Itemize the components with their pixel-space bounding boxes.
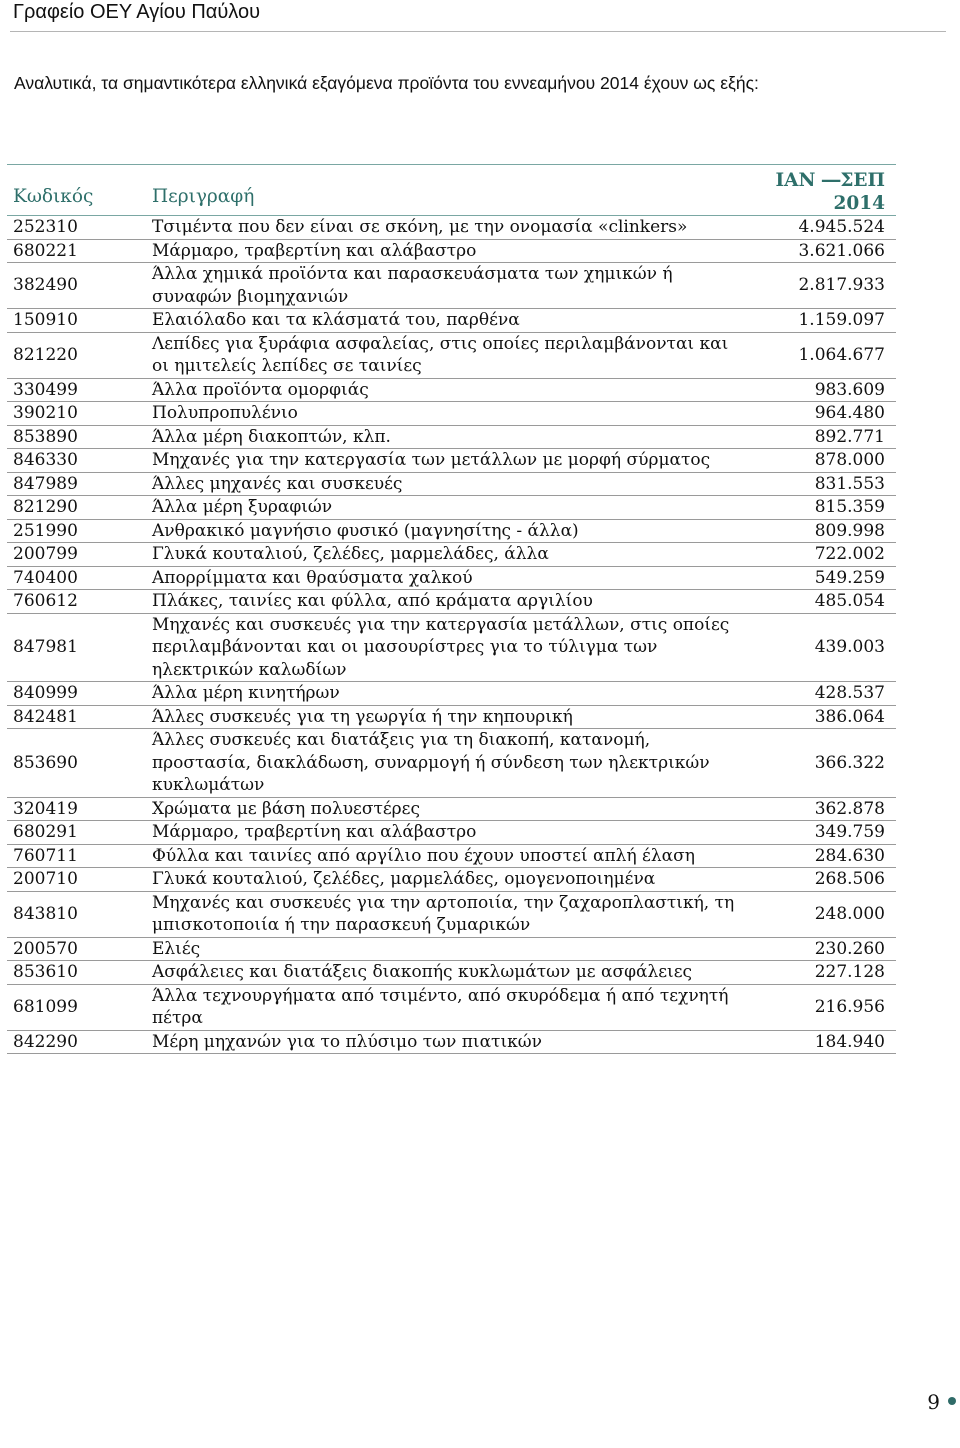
cell-description: Ασφάλειες και διατάξεις διακοπής κυκλωμάτων με ασφάλειες (152, 962, 693, 982)
table-row (7, 472, 896, 496)
cell-description: Άλλα χημικά προϊόντα και παρασκευάσματα των χημικών ή συναφών βιομηχανιών (152, 264, 673, 307)
cell-description: Ανθρακικό μαγνήσιο φυσικό (μαγνησίτης - άλλα) (152, 520, 579, 541)
cell-value: 349.759 (814, 822, 885, 842)
cell-description: Λεπίδες για ξυράφια ασφαλείας, στις οποίες περιλαμβάνονται και οι ημιτελείς λεπίδες σε ταινίες (152, 333, 729, 376)
cell-value: 216.956 (814, 996, 885, 1017)
cell-code: 760711 (13, 845, 78, 866)
cell-value: 230.260 (814, 938, 885, 959)
cell-description: Μηχανές για την κατεργασία των μετάλλων με μορφή σύρματος (152, 450, 711, 470)
cell-code: 680221 (13, 240, 78, 261)
cell-description: Μηχανές και συσκευές για την αρτοποιία, την ζαχαροπλαστική, τη μπισκοτοποιία ή την παρασκευή ζυμαρικών (152, 892, 735, 935)
cell-value: 1.159.097 (798, 310, 885, 330)
cell-code: 200710 (13, 869, 78, 889)
cell-value: 722.002 (814, 544, 885, 564)
table-row (7, 496, 896, 520)
page-header-title: Γραφείο ΟΕΥ Αγίου Παύλου (13, 1, 261, 23)
cell-code: 843810 (13, 903, 78, 924)
cell-value: 439.003 (814, 637, 885, 657)
cell-value: 485.054 (814, 591, 885, 611)
cell-value: 815.359 (814, 497, 885, 517)
cell-description: Πολυπροπυλένιο (152, 403, 298, 423)
cell-value: 878.000 (814, 450, 885, 470)
cell-code: 760612 (13, 591, 78, 611)
cell-code: 251990 (13, 520, 78, 541)
cell-code: 252310 (13, 217, 78, 237)
cell-code: 821290 (13, 497, 78, 517)
cell-description: Γλυκά κουταλιού, ζελέδες, μαρμελάδες, ομογενοποιημένα (152, 869, 656, 889)
intro-paragraph: Αναλυτικά, τα σημαντικότερα ελληνικά εξαγόμενα προϊόντα του εννεαμήνου 2014 έχουν ως εξής: (14, 73, 759, 93)
cell-code: 200570 (13, 938, 78, 959)
cell-code: 200799 (13, 544, 78, 564)
cell-code: 390210 (13, 403, 78, 423)
table-body (7, 216, 896, 1054)
table-row (7, 705, 896, 729)
table-row (7, 613, 896, 682)
cell-description: Άλλες συσκευές για τη γεωργία ή την κηπουρική (152, 706, 573, 727)
cell-description: Μέρη μηχανών για το πλύσιμο των πιατικών (152, 1031, 542, 1052)
cell-description: Γλυκά κουταλιού, ζελέδες, μαρμελάδες, άλλα (152, 544, 549, 564)
cell-value: 386.064 (814, 706, 885, 727)
cell-description: Άλλες συσκευές και διατάξεις για τη διακοπή, κατανομή, προστασία, διακλάδωση, συναρμογή ή σύνδεση των ηλεκτρικών κυκλωμάτων (152, 730, 710, 795)
cell-value: 284.630 (814, 845, 885, 866)
cell-description: Άλλα μέρη διακοπτών, κλπ. (152, 426, 391, 447)
cell-value: 3.621.066 (798, 240, 885, 261)
cell-value: 964.480 (814, 403, 885, 423)
cell-code: 847981 (13, 637, 78, 657)
cell-code: 842290 (13, 1031, 78, 1052)
cell-code: 853890 (13, 426, 78, 447)
cell-value: 248.000 (814, 903, 885, 924)
cell-description: Μάρμαρο, τραβερτίνη και αλάβαστρο (152, 240, 477, 261)
page-number: 9 (927, 1390, 940, 1414)
page-dot-icon (948, 1397, 956, 1405)
cell-value: 184.940 (814, 1031, 885, 1052)
table-row (7, 519, 896, 543)
cell-description: Άλλα τεχνουργήματα από τσιμέντο, από σκυρόδεμα ή από τεχνητή πέτρα (152, 985, 729, 1028)
cell-value: 892.771 (814, 426, 885, 447)
cell-description: Πλάκες, ταινίες και φύλλα, από κράματα αργιλίου (152, 591, 593, 611)
table-row (7, 566, 896, 590)
exports-table (7, 164, 896, 1054)
table-row (7, 263, 896, 309)
cell-description: Απορρίμματα και θραύσματα χαλκού (152, 567, 473, 588)
cell-description: Άλλα μέρη ξυραφιών (152, 497, 333, 517)
cell-code: 382490 (13, 275, 78, 296)
cell-description: Μάρμαρο, τραβερτίνη και αλάβαστρο (152, 822, 477, 842)
table-header-row (7, 165, 896, 216)
table-row (7, 239, 896, 263)
cell-value: 366.322 (814, 752, 885, 773)
cell-code: 680291 (13, 822, 78, 842)
cell-description: Μηχανές και συσκευές για την κατεργασία μετάλλων, στις οποίες περιλαμβάνονται και οι μασουρίστρες για το τύλιγμα των ηλεκτρικών καλωδίων (152, 614, 730, 680)
cell-value: 4.945.524 (798, 217, 885, 237)
cell-code: 821220 (13, 344, 78, 365)
cell-code: 846330 (13, 450, 78, 470)
column-header-description: Περιγραφή (152, 186, 255, 207)
cell-value: 268.506 (814, 869, 885, 889)
table-row (7, 1030, 896, 1054)
table-row (7, 844, 896, 868)
table-row (7, 543, 896, 567)
cell-value: 2.817.933 (798, 275, 885, 296)
table-row (7, 402, 896, 426)
cell-value: 983.609 (814, 379, 885, 400)
table-row (7, 821, 896, 845)
table-row (7, 868, 896, 892)
header-divider (10, 31, 946, 32)
cell-code: 150910 (13, 310, 78, 330)
table-row (7, 309, 896, 333)
cell-description: Άλλα μέρη κινητήρων (152, 683, 340, 703)
cell-description: Άλλα προϊόντα ομορφιάς (152, 379, 369, 400)
cell-description: Ελιές (152, 938, 201, 959)
table-row (7, 797, 896, 821)
cell-code: 847989 (13, 473, 78, 494)
column-header-value-line1: ΙΑΝ ―ΣΕΠ (775, 170, 885, 191)
table-row (7, 984, 896, 1030)
table-row (7, 449, 896, 473)
cell-description: Ελαιόλαδο και τα κλάσματά του, παρθένα (152, 310, 520, 330)
cell-value: 362.878 (814, 798, 885, 819)
cell-value: 809.998 (814, 520, 885, 541)
table-header (7, 165, 896, 216)
table-row (7, 937, 896, 961)
table-row (7, 682, 896, 706)
cell-description: Άλλες μηχανές και συσκευές (152, 473, 403, 494)
cell-value: 227.128 (814, 962, 885, 982)
cell-code: 330499 (13, 379, 78, 400)
cell-description: Φύλλα και ταινίες από αργίλιο που έχουν υποστεί απλή έλαση (152, 845, 695, 866)
table-row (7, 891, 896, 937)
table-row (7, 590, 896, 614)
column-header-value-line2: 2014 (833, 193, 885, 214)
column-header-code: Κωδικός (13, 186, 94, 207)
cell-code: 320419 (13, 798, 78, 819)
cell-code: 681099 (13, 996, 78, 1017)
table-row (7, 961, 896, 985)
table-row (7, 332, 896, 378)
cell-code: 842481 (13, 706, 78, 727)
cell-value: 1.064.677 (798, 344, 885, 365)
cell-value: 428.537 (814, 683, 885, 703)
table-row (7, 216, 896, 240)
cell-code: 740400 (13, 567, 78, 588)
table-row (7, 425, 896, 449)
column-header-value (751, 165, 896, 216)
cell-description: Χρώματα με βάση πολυεστέρες (152, 798, 420, 819)
cell-description: Τσιμέντα που δεν είναι σε σκόνη, με την ονομασία «clinkers» (152, 217, 688, 237)
table-row (7, 378, 896, 402)
cell-code: 840999 (13, 683, 78, 703)
cell-code: 853690 (13, 752, 78, 773)
cell-value: 831.553 (814, 473, 885, 494)
table-row (7, 729, 896, 798)
cell-value: 549.259 (814, 567, 885, 588)
cell-code: 853610 (13, 962, 78, 982)
